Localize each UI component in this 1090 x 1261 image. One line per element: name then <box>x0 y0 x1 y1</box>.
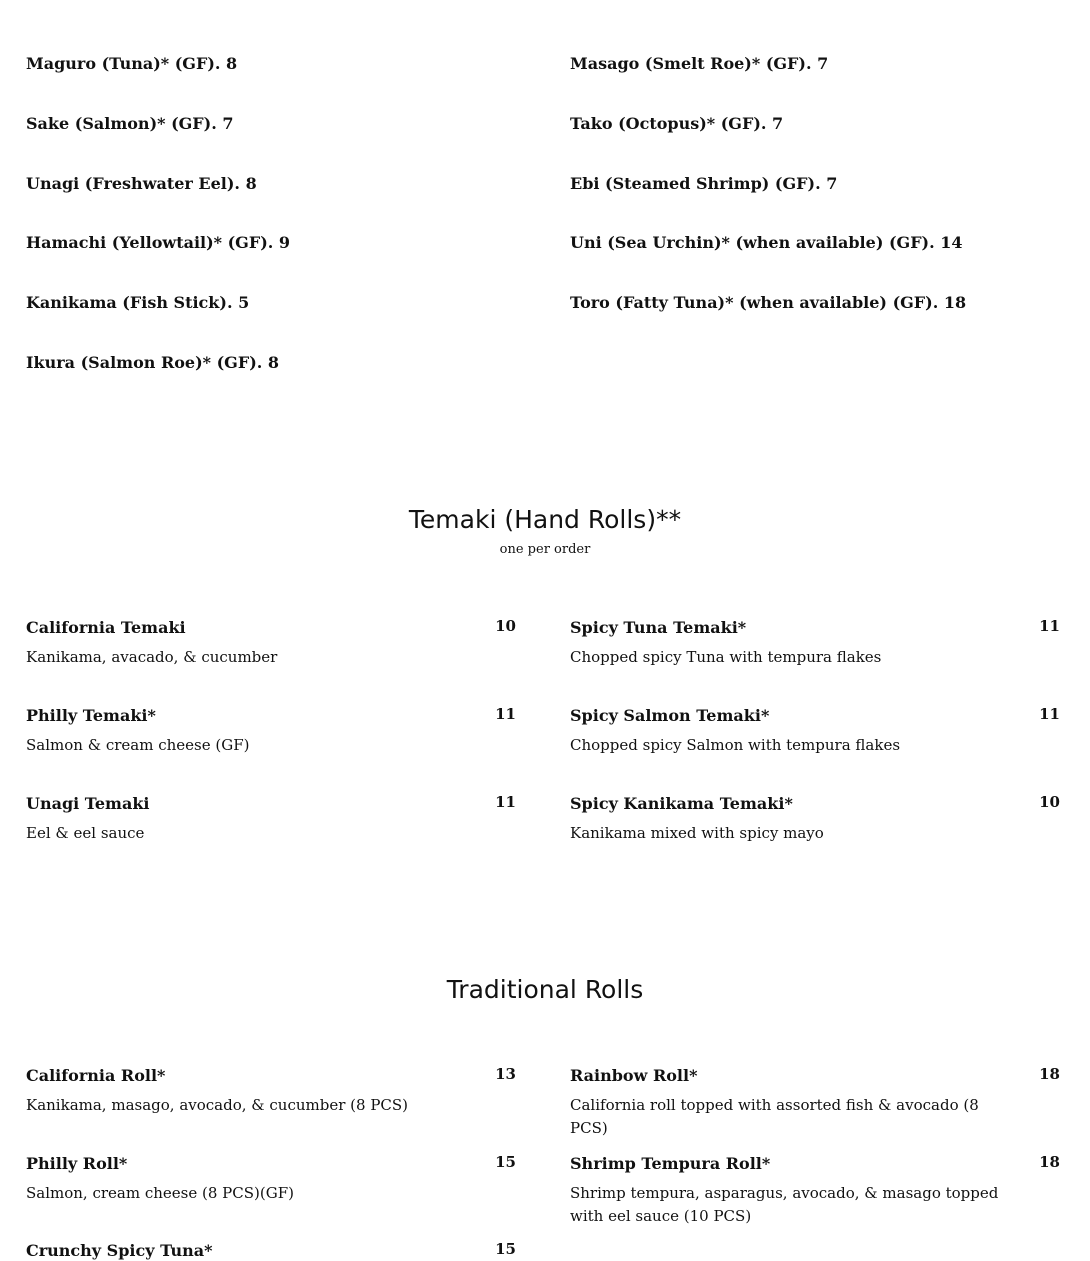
menu-item-name: Shrimp Tempura Roll* <box>570 1154 771 1173</box>
menu-item-description: Kanikama mixed with spicy mayo <box>570 824 824 842</box>
menu-item-price: 10 <box>495 617 516 635</box>
menu-item-description: Chopped spicy Tuna with tempura flakes <box>570 648 882 666</box>
nigiri-item: Uni (Sea Urchin)* (when available) (GF). 14 <box>570 233 963 252</box>
nigiri-item: Unagi (Freshwater Eel). 8 <box>26 174 257 193</box>
menu-item-description: Chopped spicy Salmon with tempura flakes <box>570 736 901 754</box>
nigiri-item: Toro (Fatty Tuna)* (when available) (GF). 18 <box>570 293 967 312</box>
nigiri-item: Kanikama (Fish Stick). 5 <box>26 293 250 312</box>
nigiri-item: Masago (Smelt Roe)* (GF). 7 <box>570 54 829 73</box>
nigiri-item: Hamachi (Yellowtail)* (GF). 9 <box>26 233 291 252</box>
menu-item-name: California Temaki <box>26 618 186 637</box>
nigiri-item: Ebi (Steamed Shrimp) (GF). 7 <box>570 174 838 193</box>
nigiri-item: Maguro (Tuna)* (GF). 8 <box>26 54 238 73</box>
nigiri-item: Ikura (Salmon Roe)* (GF). 8 <box>26 353 280 372</box>
temaki-section-title: Temaki (Hand Rolls)** <box>408 505 682 534</box>
menu-item-price: 11 <box>495 705 516 723</box>
menu-item-price: 10 <box>1039 793 1060 811</box>
menu-item-description: Salmon, cream cheese (8 PCS)(GF) <box>26 1184 294 1202</box>
temaki-section-subtitle: one per order <box>499 542 591 557</box>
menu-item-price: 11 <box>1039 705 1060 723</box>
nigiri-item: Tako (Octopus)* (GF). 7 <box>570 114 784 133</box>
menu-item-name: Philly Roll* <box>26 1154 128 1173</box>
menu-item-price: 15 <box>495 1153 516 1171</box>
menu-item-description: Shrimp tempura, asparagus, avocado, & masago topped with eel sauce (10 PCS) <box>570 1184 999 1225</box>
menu-item-price: 18 <box>1039 1153 1060 1171</box>
menu-item-price: 11 <box>495 793 516 811</box>
menu-item-description: Kanikama, masago, avocado, & cucumber (8 PCS) <box>26 1096 409 1114</box>
menu-item-name: Spicy Salmon Temaki* <box>570 706 770 725</box>
nigiri-item: Sake (Salmon)* (GF). 7 <box>26 114 234 133</box>
menu-item-name: Philly Temaki* <box>26 706 156 725</box>
rolls-section-title: Traditional Rolls <box>446 975 644 1004</box>
menu-item-description: Kanikama, avacado, & cucumber <box>26 648 278 666</box>
menu-item-name: Spicy Kanikama Temaki* <box>570 794 793 813</box>
menu-item-name: Unagi Temaki <box>26 794 150 813</box>
menu-item-name: Spicy Tuna Temaki* <box>570 618 747 637</box>
menu-item-price: 13 <box>495 1065 516 1083</box>
menu-item-name: Rainbow Roll* <box>570 1066 698 1085</box>
menu-item-price: 11 <box>1039 617 1060 635</box>
menu-item-description: Eel & eel sauce <box>26 824 145 842</box>
menu-item-name: California Roll* <box>26 1066 166 1085</box>
menu-item-price: 18 <box>1039 1065 1060 1083</box>
menu-item-name: Crunchy Spicy Tuna* <box>26 1241 213 1260</box>
menu-item-description: Salmon & cream cheese (GF) <box>26 736 250 754</box>
menu-item-description: California roll topped with assorted fish & avocado (8 PCS) <box>570 1096 979 1137</box>
menu-item-price: 15 <box>495 1240 516 1258</box>
